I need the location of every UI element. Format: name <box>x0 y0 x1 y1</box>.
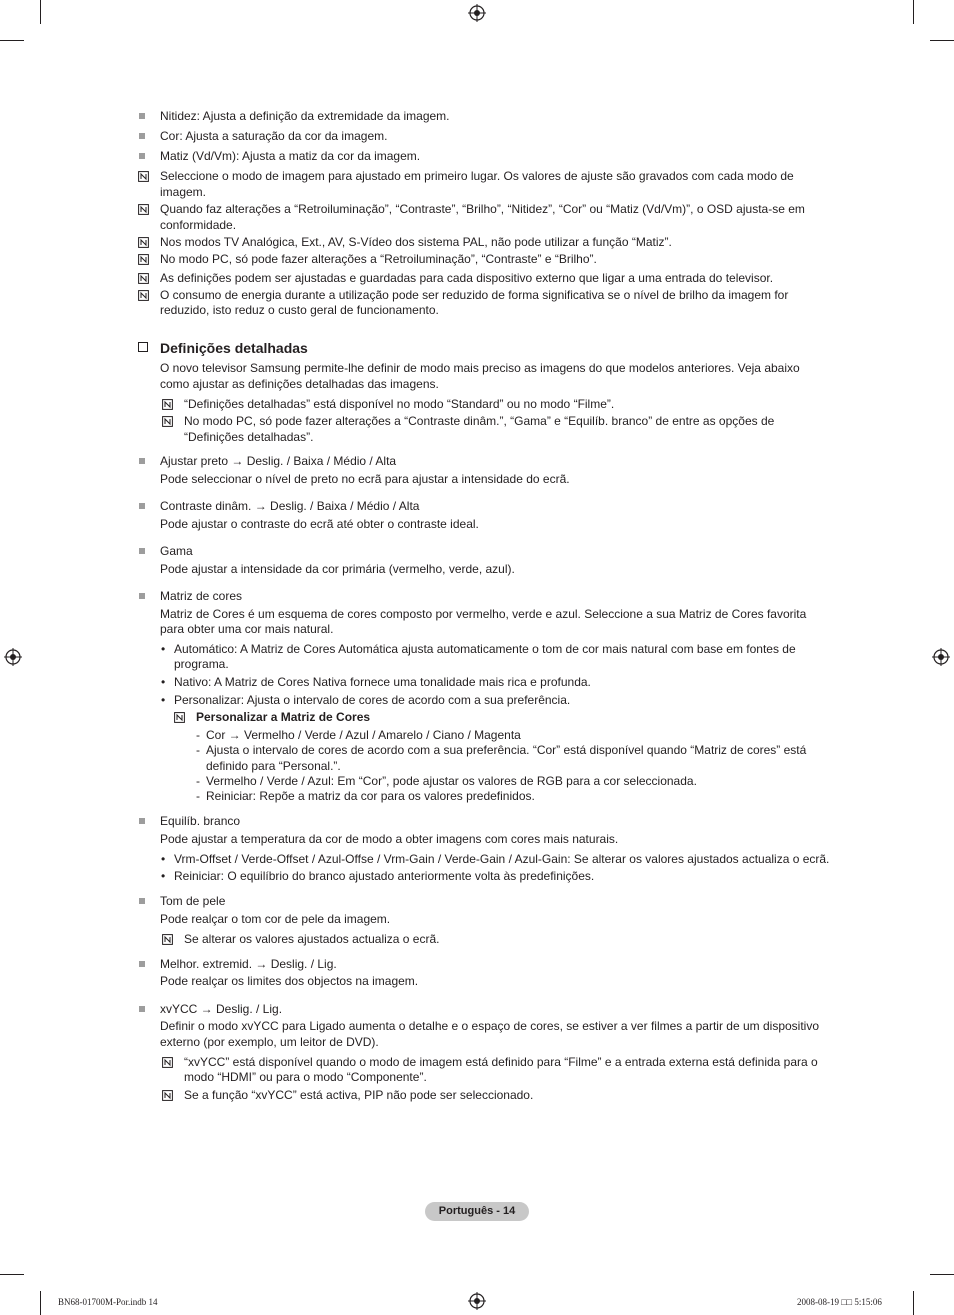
square-bullet-icon <box>139 113 145 119</box>
item-nitidez: Nitidez: Ajusta a definição da extremidade da imagem. <box>160 109 450 123</box>
item-cor: Cor: Ajusta a saturação da cor da imagem. <box>160 129 388 143</box>
registration-mark-icon <box>932 648 950 666</box>
crop-mark <box>40 1291 41 1315</box>
setting-title: Matriz de cores <box>160 589 243 603</box>
note-icon <box>138 290 149 301</box>
setting-title: Gama <box>160 544 193 558</box>
page-number-badge: Português - 14 <box>425 1202 529 1221</box>
note-icon <box>162 934 173 945</box>
square-bullet-icon <box>139 133 145 139</box>
note-icon <box>162 416 173 427</box>
dash-text: Cor → Vermelho / Verde / Azul / Amarelo / Ciano / Magenta <box>206 728 521 742</box>
dash: - <box>196 789 200 803</box>
bullet-text: programa. <box>174 657 229 671</box>
registration-mark-icon <box>4 648 22 666</box>
note-icon <box>138 204 149 215</box>
note-text: As definições podem ser ajustadas e guardadas para cada dispositivo externo que ligar a uma entrada do televisor. <box>160 271 774 285</box>
bullet-dot: • <box>161 852 166 866</box>
note-text: Se alterar os valores ajustados actualiza o ecrã. <box>184 932 440 946</box>
item-matiz: Matiz (Vd/Vm): Ajusta a matiz da cor da imagem. <box>160 149 421 163</box>
note-text: imagem. <box>160 185 207 199</box>
bullet-dot: • <box>161 869 166 883</box>
note-text: Se a função “xvYCC” está activa, PIP não pode ser seleccionado. <box>184 1088 534 1102</box>
note-text: Quando faz alterações a “Retroiluminação”, “Contraste”, “Brilho”, “Nitidez”, “Cor” ou “Matiz (Vd/Vm)”, o OSD ajusta-se em <box>160 202 805 216</box>
section-title: Definições detalhadas <box>160 340 308 356</box>
crop-mark <box>0 1274 24 1275</box>
setting-title: Melhor. extremid. → Deslig. / Lig. <box>160 957 337 971</box>
note-text: O consumo de energia durante a utilização pode ser reduzido de forma significativa se o nível de brilho da imagem for <box>160 288 789 302</box>
dash-text: definido para “Personal.”. <box>206 759 341 773</box>
dash: - <box>196 743 200 757</box>
square-bullet-icon <box>139 503 145 509</box>
section-intro: O novo televisor Samsung permite-lhe definir de modo mais preciso as imagens do que modelos anteriores. Veja abaixo <box>160 361 800 375</box>
dash-text: Reiniciar: Repõe a matriz da cor para os valores predefinidos. <box>206 789 535 803</box>
note-icon <box>138 254 149 265</box>
crop-mark <box>930 40 954 41</box>
note-icon <box>162 1057 173 1068</box>
note-text: “Definições detalhadas” está disponível no modo “Standard” ou no modo “Filme”. <box>184 397 615 411</box>
crop-mark <box>0 40 24 41</box>
note-icon <box>138 237 149 248</box>
note-icon <box>162 399 173 410</box>
dash-text: Ajusta o intervalo de cores de acordo com a sua preferência. “Cor” está disponível quando “Matriz de cores” está <box>206 743 807 757</box>
note-text: Seleccione o modo de imagem para ajustado em primeiro lugar. Os valores de ajuste são gravados com cada modo de <box>160 169 794 183</box>
setting-desc: Pode ajustar o contraste do ecrã até obter o contraste ideal. <box>160 517 479 531</box>
note-text: conformidade. <box>160 218 237 232</box>
setting-desc: Pode ajustar a intensidade da cor primária (vermelho, verde, azul). <box>160 562 515 576</box>
note-text: “xvYCC” está disponível quando o modo de imagem está definido para “Filme” e a entrada externa está definida para o <box>184 1055 818 1069</box>
crop-mark <box>913 0 914 24</box>
setting-desc: Matriz de Cores é um esquema de cores composto por vermelho, verde e azul. Seleccione a sua Matriz de Cores favorita <box>160 607 807 621</box>
note-icon <box>138 273 149 284</box>
setting-title: xvYCC → Deslig. / Lig. <box>160 1002 283 1016</box>
note-text: modo “HDMI” ou para o modo “Componente”. <box>184 1070 427 1084</box>
dash-text: Vermelho / Verde / Azul: Em “Cor”, pode ajustar os valores de RGB para a cor seleccionada. <box>206 774 697 788</box>
note-text: No modo PC, só pode fazer alterações a “Retroiluminação”, “Contraste” e “Brilho”. <box>160 252 597 266</box>
bullet-dot: • <box>161 642 166 656</box>
note-icon <box>174 712 185 723</box>
square-bullet-icon <box>139 1006 145 1012</box>
square-bullet-icon <box>139 593 145 599</box>
setting-desc: externo (por exemplo, um leitor de DVD). <box>160 1035 379 1049</box>
bullet-text: Personalizar: Ajusta o intervalo de cores de acordo com a sua preferência. <box>174 693 571 707</box>
bullet-dot: • <box>161 693 166 707</box>
bullet-text: Nativo: A Matriz de Cores Nativa fornece uma tonalidade mais rica e profunda. <box>174 675 591 689</box>
checkbox-heading-icon <box>138 342 148 352</box>
section-intro: como ajustar as definições detalhadas das imagens. <box>160 377 439 391</box>
square-bullet-icon <box>139 898 145 904</box>
note-text: Nos modos TV Analógica, Ext., AV, S-Vídeo dos sistema PAL, não pode utilizar a função “Matiz”. <box>160 235 672 249</box>
setting-title: Contraste dinâm. → Deslig. / Baixa / Médio / Alta <box>160 499 420 513</box>
setting-desc: Pode seleccionar o nível de preto no ecrã para ajustar a intensidade do ecrã. <box>160 472 570 486</box>
setting-desc: para obter uma cor mais natural. <box>160 622 334 636</box>
square-bullet-icon <box>139 153 145 159</box>
setting-title: Ajustar preto → Deslig. / Baixa / Médio / Alta <box>160 454 397 468</box>
square-bullet-icon <box>139 548 145 554</box>
subsection-title: Personalizar a Matriz de Cores <box>196 710 371 724</box>
setting-desc: Pode realçar os limites dos objectos na imagem. <box>160 974 419 988</box>
print-date: 2008-08-19 □□ 5:15:06 <box>797 1297 882 1307</box>
crop-mark <box>930 1274 954 1275</box>
crop-mark <box>913 1291 914 1315</box>
setting-desc: Pode realçar o tom cor de pele da imagem. <box>160 912 391 926</box>
registration-mark-icon <box>468 4 486 22</box>
setting-title: Equilíb. branco <box>160 814 241 828</box>
note-icon <box>162 1090 173 1101</box>
bullet-text: Reiniciar: O equilíbrio do branco ajustado anteriormente volta às predefinições. <box>174 869 595 883</box>
setting-title: Tom de pele <box>160 894 226 908</box>
square-bullet-icon <box>139 961 145 967</box>
registration-mark-icon <box>468 1292 486 1310</box>
dash: - <box>196 728 200 742</box>
setting-desc: Pode ajustar a temperatura da cor de modo a obter imagens com cores mais naturais. <box>160 832 619 846</box>
bullet-text: Vrm-Offset / Verde-Offset / Azul-Offse / Vrm-Gain / Verde-Gain / Azul-Gain: Se alterar os valores ajustados actualiza o ecrã. <box>174 852 830 866</box>
bullet-text: Automático: A Matriz de Cores Automática ajusta automaticamente o tom de cor mais natural com base em fontes de <box>174 642 796 656</box>
crop-mark <box>40 0 41 24</box>
bullet-dot: • <box>161 675 166 689</box>
note-icon <box>138 171 149 182</box>
file-name: BN68-01700M-Por.indb 14 <box>58 1297 158 1307</box>
dash: - <box>196 774 200 788</box>
square-bullet-icon <box>139 458 145 464</box>
note-text: No modo PC, só pode fazer alterações a “Contraste dinâm.”, “Gama” e “Equilíb. branco” de entre as opções de <box>184 414 775 428</box>
note-text: reduzido, isto reduz o custo geral de funcionamento. <box>160 303 439 317</box>
square-bullet-icon <box>139 818 145 824</box>
setting-desc: Definir o modo xvYCC para Ligado aumenta o detalhe e o espaço de cores, se estiver a ver filmes a partir de um dispositivo <box>160 1019 820 1033</box>
note-text: “Definições detalhadas”. <box>184 430 314 444</box>
